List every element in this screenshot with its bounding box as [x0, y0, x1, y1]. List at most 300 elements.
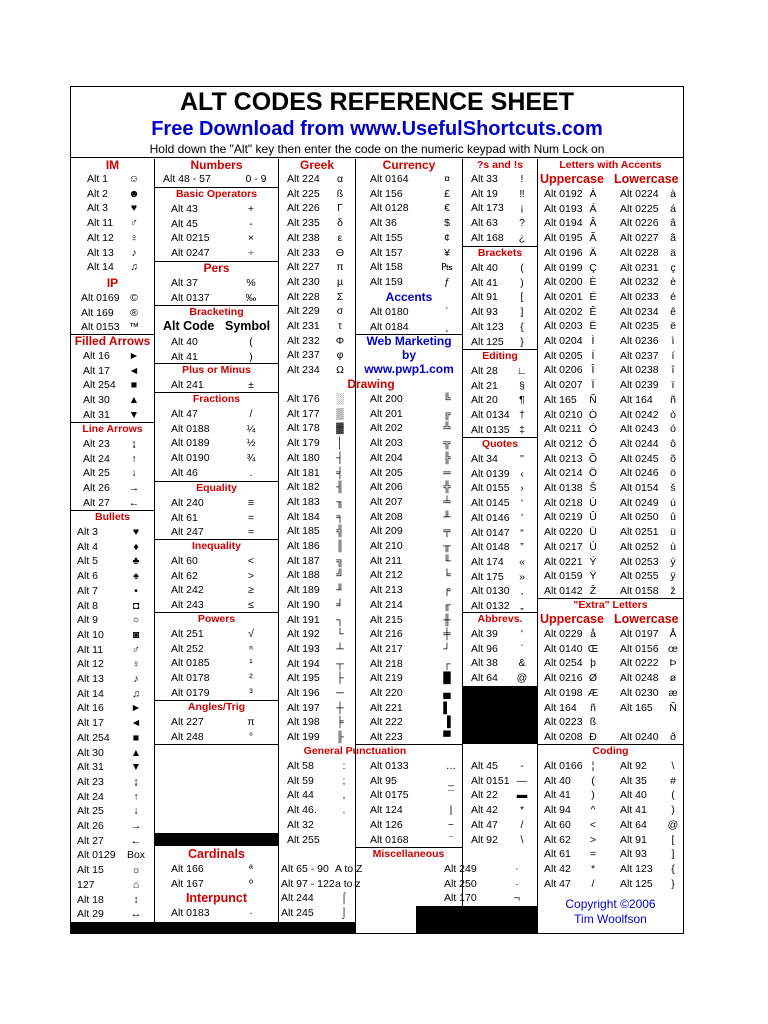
symbol: ╣ [336, 525, 344, 538]
code-row [279, 246, 355, 261]
symbol: ⌂ [132, 878, 140, 891]
code-row [538, 788, 683, 803]
symbol: É [589, 290, 597, 303]
code-row [538, 759, 683, 774]
symbol: } [671, 877, 675, 890]
symbol: ” [520, 541, 524, 554]
code: Alt 166 [171, 863, 204, 875]
code-row [463, 555, 537, 570]
symbol: ™ [128, 321, 140, 334]
symbol: ÿ [670, 570, 676, 583]
code: Alt 233 [287, 246, 320, 259]
symbol: ₧ [441, 261, 453, 274]
code-row [71, 790, 154, 805]
symbol: √ [248, 628, 254, 640]
code-row [463, 276, 537, 291]
code-row [463, 201, 537, 216]
symbol: σ [336, 305, 344, 318]
code-row [279, 275, 355, 290]
code-row [538, 422, 683, 437]
symbol: ╥ [443, 540, 451, 552]
symbol: „ [520, 600, 524, 612]
symbol: › [520, 482, 524, 495]
code-row [155, 583, 278, 598]
code-row [463, 803, 537, 818]
symbol: ▐ [443, 716, 451, 729]
symbol: µ [336, 275, 344, 288]
symbol: Á [589, 202, 597, 215]
symbol: ž [670, 584, 676, 597]
symbol: ) [591, 789, 595, 802]
code-row [279, 583, 355, 598]
symbol: ‰ [245, 291, 257, 304]
code: Alt 126 [370, 818, 403, 831]
code: Alt 0202 [544, 305, 583, 318]
code: Alt 0128 [370, 202, 409, 215]
symbol: # [670, 774, 676, 787]
code: Alt 0175 [370, 789, 409, 802]
code-row [463, 452, 537, 467]
symbol: Û [589, 511, 597, 524]
code-row [71, 819, 154, 834]
code: Alt 179 [287, 437, 320, 450]
code-row [538, 466, 683, 481]
code-row [463, 290, 537, 305]
symbol: œ [668, 642, 678, 655]
code: Alt 0228 [620, 246, 659, 259]
code: Alt 0201 [544, 290, 583, 303]
symbol: ° [248, 730, 254, 743]
symbol: ♂ [132, 643, 140, 656]
symbol: ☼ [131, 864, 141, 877]
section-header: Bracketing [189, 306, 244, 318]
code-row [279, 466, 355, 481]
code-row [71, 246, 154, 261]
code-row [155, 627, 278, 642]
code: Alt 24 [77, 790, 104, 803]
symbol: ≥ [248, 584, 254, 597]
code: Alt 0192 [544, 188, 583, 200]
section-header: Currency [382, 158, 436, 172]
symbol: Box [126, 849, 146, 862]
symbol: ╔ [443, 407, 451, 420]
code: Alt 0193 [544, 202, 583, 215]
symbol: ♀ [130, 231, 138, 244]
code-row [279, 539, 355, 554]
symbol: ╡ [336, 466, 344, 479]
code-row [538, 437, 683, 452]
symbol: π [247, 716, 255, 728]
code: Alt 22 [471, 789, 498, 802]
symbol: ' [520, 628, 523, 640]
code: Alt 0194 [544, 217, 583, 230]
code: Alt 0246 [620, 467, 659, 480]
symbol: ‘ [520, 497, 524, 510]
code: Alt 0220 [544, 526, 583, 539]
code: Alt 37 [171, 277, 198, 289]
code-row [71, 643, 154, 658]
symbol: ( [671, 789, 675, 802]
symbol: ♂ [130, 217, 138, 230]
code: Alt 225 [287, 187, 320, 200]
code: Alt 234 [287, 364, 320, 377]
code-row [463, 379, 537, 394]
code-row [356, 759, 462, 774]
code: Alt 0229 [544, 628, 583, 640]
code: Alt 14 [87, 261, 114, 274]
symbol: ] [520, 306, 524, 319]
code-row [538, 774, 683, 789]
code: Alt 157 [370, 246, 403, 259]
symbol: Õ [588, 452, 598, 465]
code-row [279, 701, 355, 716]
instructions-text: Hold down the "Alt" key then enter the code on the numeric keypad with Num Lock on [149, 142, 605, 156]
code-row [71, 554, 154, 569]
code-row [356, 407, 462, 422]
code-row [71, 716, 154, 731]
code: Alt 0139 [471, 467, 510, 480]
symbol: Ω [336, 364, 344, 377]
code-row [155, 291, 278, 306]
code: Alt 0164 [370, 173, 409, 185]
code-row [538, 525, 683, 540]
code-row [71, 393, 154, 408]
symbol: ≤ [248, 599, 254, 612]
symbol: ╠ [443, 451, 451, 464]
code-row [463, 642, 537, 657]
code-row [71, 231, 154, 246]
code-row [356, 598, 462, 613]
code-row [279, 363, 355, 378]
code-row [538, 290, 683, 305]
section-header: Numbers [190, 158, 243, 172]
symbol: . [249, 466, 253, 479]
symbol: ╬ [443, 481, 451, 494]
code-row [356, 554, 462, 569]
code-row [538, 671, 683, 686]
code-row [279, 348, 355, 363]
code-row [463, 526, 537, 541]
symbol: = [247, 511, 255, 524]
code: Alt 13 [77, 673, 104, 685]
code: Alt 17 [77, 717, 104, 730]
symbol: ¬ [513, 892, 521, 905]
code-row [279, 613, 355, 628]
code: Alt 40 [171, 336, 198, 348]
symbol: ø [669, 672, 677, 685]
code: Alt 27 [77, 834, 104, 847]
code: Alt 0243 [620, 423, 659, 436]
symbol: ¤ [444, 173, 450, 185]
symbol: ë [670, 320, 676, 333]
symbol: ï [671, 379, 675, 392]
code-row [279, 554, 355, 569]
web-marketing-url[interactable]: www.pwp1.com [364, 362, 454, 376]
code-row [356, 818, 462, 833]
code: Alt 0238 [620, 364, 659, 377]
code-row [463, 671, 537, 686]
symbol: Ä [589, 246, 597, 259]
code: Alt 20 [471, 394, 498, 407]
code: Alt 0140 [544, 642, 583, 655]
symbol: å [590, 628, 596, 640]
symbol: £ [444, 187, 450, 200]
code-row [71, 452, 154, 467]
code-row [279, 231, 355, 246]
symbol: ä [670, 246, 676, 259]
code-row [538, 231, 683, 246]
code-row [538, 730, 683, 745]
code: Alt 40 [544, 774, 571, 787]
code-row [538, 275, 683, 290]
code-row [356, 671, 462, 686]
symbol: Ë [589, 320, 597, 333]
symbol: ☺ [128, 173, 140, 185]
code: Alt 125 [471, 335, 504, 348]
code: Alt 0242 [620, 408, 659, 421]
code: Alt 0230 [620, 686, 659, 699]
symbol: Ð [589, 730, 597, 743]
symbol: ↑ [131, 452, 137, 465]
symbol: Γ [337, 202, 343, 215]
code: Alt 0249 [620, 496, 659, 509]
symbol: Ú [589, 496, 597, 509]
code: Alt 28 [471, 365, 498, 377]
code-row [538, 246, 683, 261]
section-header: Drawing [347, 377, 395, 391]
code-row [356, 495, 462, 510]
code-row [356, 480, 462, 495]
symbol: [ [520, 291, 524, 304]
code: Alt 7 [77, 584, 99, 597]
symbol: ♫ [130, 261, 138, 274]
code-row [155, 172, 278, 187]
code-row [71, 201, 154, 216]
code-row [279, 803, 355, 818]
code-row [155, 656, 278, 671]
code: Alt 25 [83, 467, 110, 480]
code-row [279, 290, 355, 305]
code: Alt 205 [370, 466, 403, 479]
symbol: ¶ [519, 394, 525, 407]
web-marketing-link[interactable]: Web Marketing [366, 334, 452, 348]
code: Alt 191 [287, 613, 320, 626]
code-row [279, 642, 355, 657]
symbol: / [520, 818, 524, 831]
symbol: ♠ [133, 570, 139, 583]
code-row [71, 481, 154, 496]
code: Alt 21 [471, 379, 498, 392]
code-row [538, 452, 683, 467]
symbol: Θ [335, 246, 345, 259]
section-header: Coding [592, 745, 629, 757]
code: Alt 220 [370, 687, 403, 699]
code: Alt 180 [287, 451, 320, 464]
download-link[interactable]: Free Download from www.UsefulShortcuts.com [151, 118, 603, 140]
symbol: ♥ [132, 526, 140, 538]
section-header: Interpunct [185, 891, 248, 905]
symbol: ‡ [519, 423, 525, 436]
code-row [356, 568, 462, 583]
code-row [279, 510, 355, 525]
code-row [71, 687, 154, 702]
symbol: * [590, 862, 596, 875]
code: Alt 244 [281, 892, 314, 905]
code: Alt 65 - 90 [281, 863, 329, 875]
symbol: ú [670, 496, 676, 509]
symbol: ↓ [133, 805, 139, 818]
section-header: Angles/Trig [187, 701, 246, 713]
code-row [155, 231, 278, 246]
symbol: ≈ [248, 526, 254, 539]
code-row [463, 759, 537, 774]
code-row [71, 834, 154, 849]
code: Alt 210 [370, 540, 403, 552]
section-header: "Extra" Letters [573, 599, 648, 611]
symbol: û [670, 511, 676, 524]
code: Alt 0237 [620, 349, 659, 362]
symbol: ↔ [130, 908, 142, 921]
code: Alt 252 [171, 642, 204, 655]
code: Alt 42 [544, 862, 571, 875]
code: 127 [77, 878, 95, 891]
code: Alt 0204 [544, 335, 583, 347]
symbol: ù [670, 540, 676, 553]
code-row [463, 364, 537, 379]
code: Alt 12 [87, 231, 114, 244]
symbol: ▄ [443, 687, 451, 699]
symbol: ▼ [128, 408, 140, 421]
symbol: Φ [335, 334, 345, 347]
code-row [279, 877, 361, 892]
symbol: = [589, 848, 597, 861]
code-row [463, 818, 537, 833]
code-row [155, 217, 278, 232]
code: Alt 204 [370, 451, 403, 464]
code: Alt 15 [77, 864, 104, 877]
page-title: ALT CODES REFERENCE SHEET [179, 88, 575, 116]
symbol: ╜ [336, 584, 344, 597]
section-header: Basic Operators [175, 188, 258, 200]
code: Alt 9 [77, 614, 99, 627]
code-row [279, 216, 355, 231]
code: Alt 232 [287, 334, 320, 347]
code-row [356, 877, 519, 892]
code: Alt 0135 [471, 423, 510, 436]
code-row [538, 715, 683, 730]
symbol: Í [591, 349, 595, 362]
code: Alt 124 [370, 804, 403, 817]
section-header: Quotes [481, 438, 519, 450]
code: Alt 226 [287, 202, 320, 215]
code: Alt 26 [83, 482, 110, 495]
black-filler [416, 906, 463, 934]
code-row [71, 569, 154, 584]
symbol: ┤ [336, 451, 344, 464]
symbol: á [670, 202, 676, 215]
section-header: Pers [203, 261, 230, 275]
symbol: Ö [588, 467, 598, 480]
symbol: þ [590, 657, 596, 670]
symbol: ■ [130, 379, 138, 392]
symbol: Ž [589, 584, 597, 597]
symbol: ╦ [443, 437, 451, 450]
code-row [155, 715, 278, 730]
code-row [538, 569, 683, 584]
code: Alt 0195 [544, 232, 583, 245]
code: Alt 41 [544, 789, 571, 802]
symbol: ⌠ [340, 892, 348, 905]
code-row [155, 202, 278, 217]
code-row [279, 818, 355, 833]
symbol: ◙ [132, 628, 140, 641]
section-header: IM [105, 158, 120, 172]
symbol: ü [670, 526, 676, 539]
code-row [71, 291, 154, 306]
code-row [71, 878, 154, 893]
code: Alt 190 [287, 598, 320, 611]
section-header: Miscellaneous [372, 848, 445, 860]
code-row [538, 319, 683, 334]
code: Alt 11 [77, 643, 104, 656]
section-header: Bullets [94, 511, 130, 523]
symbol: ƒ [444, 275, 450, 288]
code: Alt 209 [370, 525, 403, 538]
code: Alt 13 [87, 246, 114, 259]
code-row [155, 642, 278, 657]
code: Alt 36 [370, 217, 397, 230]
code-row [71, 466, 154, 481]
symbol: ├ [336, 672, 344, 685]
code: Alt 0185 [171, 657, 210, 670]
code: Alt 46 [171, 466, 198, 479]
code-row [155, 906, 278, 921]
code: Alt 95 [370, 774, 397, 787]
code: Alt 0213 [544, 452, 583, 465]
code: Alt 0252 [620, 540, 659, 553]
code: Alt 93 [620, 848, 647, 861]
symbol: º [249, 877, 253, 890]
code: Alt 207 [370, 495, 403, 508]
symbol: € [444, 202, 450, 215]
symbol: » [519, 570, 525, 583]
code: Alt 16 [83, 350, 110, 362]
code-row [538, 496, 683, 511]
code-row [538, 216, 683, 231]
code-row [356, 260, 462, 275]
code: Alt 17 [83, 364, 110, 377]
code: Alt 30 [77, 746, 104, 759]
code-row [538, 877, 683, 892]
symbol: ╙ [443, 554, 451, 567]
symbol: ² [249, 672, 253, 685]
code: Alt 176 [287, 393, 320, 405]
symbol: ╤ [443, 525, 451, 538]
symbol: Â [589, 217, 597, 230]
code: Alt 0153 [81, 321, 120, 334]
code: Alt 197 [287, 701, 320, 714]
code: Alt 47 [471, 818, 498, 831]
symbol: [ [671, 833, 675, 846]
symbol: ║ [336, 540, 344, 552]
code: Alt 0151 [471, 774, 510, 787]
code-row [463, 320, 537, 335]
symbol: ∟ [516, 365, 528, 377]
code: Alt 192 [287, 628, 320, 641]
code: Alt 186 [287, 540, 320, 552]
symbol: ░ [336, 393, 344, 405]
symbol: τ [337, 320, 343, 332]
